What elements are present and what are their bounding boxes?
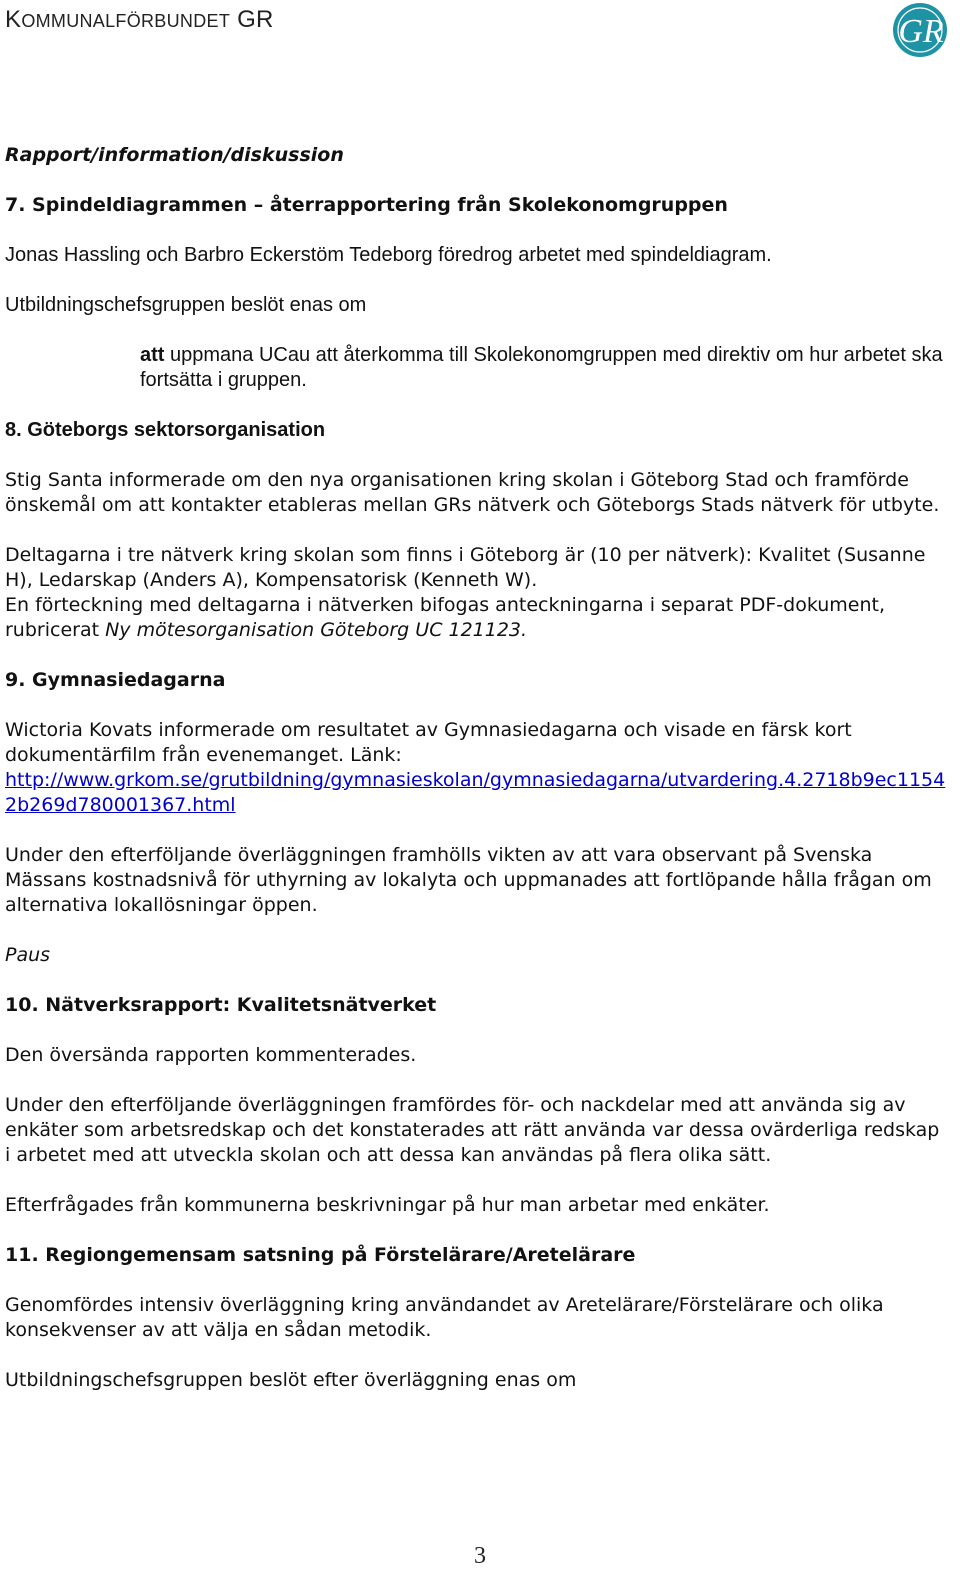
section-9-paragraph-2: Under den efterföljande överläggningen framhölls vikten av att vara observant på Svenska Mässans kostnadsnivå för uthyrning av lokalyta och uppmanades att fortlöpande hålla frågan om alternativa lokallösningar öppen. [5, 844, 932, 916]
org-name-rest: OMMUNALFÖRBUNDET [21, 11, 231, 31]
section-8-document-title: Ny mötesorganisation Göteborg UC 121123. [105, 619, 528, 641]
section-8-paragraph-2-line-2: En förteckning med deltagarna i nätverken bifogas anteckningarna i separat PDF-dokument, rubricerat [5, 594, 886, 641]
organization-name [5, 6, 274, 34]
report-heading: Rapport/information/diskussion [5, 144, 344, 166]
section-8-paragraph-1: Stig Santa informerade om den nya organisationen kring skolan i Göteborg Stad och framförde önskemål om att kontakter etableras mellan GRs nätverk och Göteborgs Stads nätverk för utbyte. [5, 469, 940, 516]
section-10-heading: 10. Nätverksrapport: Kvalitetsnätverket [5, 994, 437, 1016]
gr-logo-icon [892, 2, 948, 58]
page-number: 3 [474, 1543, 486, 1569]
section-7-heading: 7. Spindeldiagrammen – återrapportering från Skolekonomgruppen [5, 194, 728, 216]
section-11-paragraph-2: Utbildningschefsgruppen beslöt efter överläggning enas om [5, 1369, 577, 1391]
section-8-paragraph-2 [5, 543, 950, 643]
paus-label: Paus [5, 944, 51, 966]
decision-text: uppmana UCau att återkomma till Skolekonomgruppen med direktiv om hur arbetet ska fortsätta i gruppen. [140, 344, 943, 391]
section-10-paragraph-3: Efterfrågades från kommunerna beskrivningar på hur man arbetar med enkäter. [5, 1194, 770, 1216]
section-8-heading: 8. Göteborgs sektorsorganisation [5, 419, 326, 441]
gymnasiedagarna-link[interactable]: http://www.grkom.se/grutbildning/gymnasieskolan/gymnasiedagarna/utvardering.4.2718b9ec11542b269d780001367.html [5, 769, 946, 816]
section-10-paragraph-2: Under den efterföljande överläggningen framfördes för- och nackdelar med att använda sig av enkäter som arbetsredskap och det konstaterades att rätt använda var dessa ovärderliga redskap i arbetet med att utveckla skolan och att dessa kan användas på flera olika sätt. [5, 1094, 940, 1166]
org-name-gr: GR [237, 6, 274, 33]
section-9-heading: 9. Gymnasiedagarna [5, 669, 226, 691]
section-11-paragraph-1: Genomfördes intensiv överläggning kring användandet av Aretelärare/Förstelärare och olika konsekvenser av att välja en sådan metodik. [5, 1294, 884, 1341]
decision-att: att [140, 344, 165, 366]
logo-text: GR [898, 13, 944, 50]
section-9-intro: Wictoria Kovats informerade om resultatet av Gymnasiedagarna och visade en färsk kort dokumentärfilm från evenemanget. Länk: [5, 719, 852, 766]
section-8-paragraph-2-line-1: Deltagarna i tre nätverk kring skolan som finns i Göteborg är (10 per nätverk): Kvalitet (Susanne H), Ledarskap (Anders A), Kompensatorisk (Kenneth W). [5, 544, 926, 591]
document-body [5, 143, 950, 1418]
section-7-decision [5, 343, 950, 393]
section-7-paragraph-1: Jonas Hassling och Barbro Eckerstöm Tedeborg föredrog arbetet med spindeldiagram. [5, 244, 772, 266]
section-11-heading: 11. Regiongemensam satsning på Förstelärare/Aretelärare [5, 1244, 636, 1266]
org-name-initial: K [5, 6, 22, 33]
section-10-paragraph-1: Den översända rapporten kommenterades. [5, 1044, 417, 1066]
section-9-paragraph-1 [5, 718, 950, 818]
section-7-paragraph-2: Utbildningschefsgruppen beslöt enas om [5, 294, 367, 316]
